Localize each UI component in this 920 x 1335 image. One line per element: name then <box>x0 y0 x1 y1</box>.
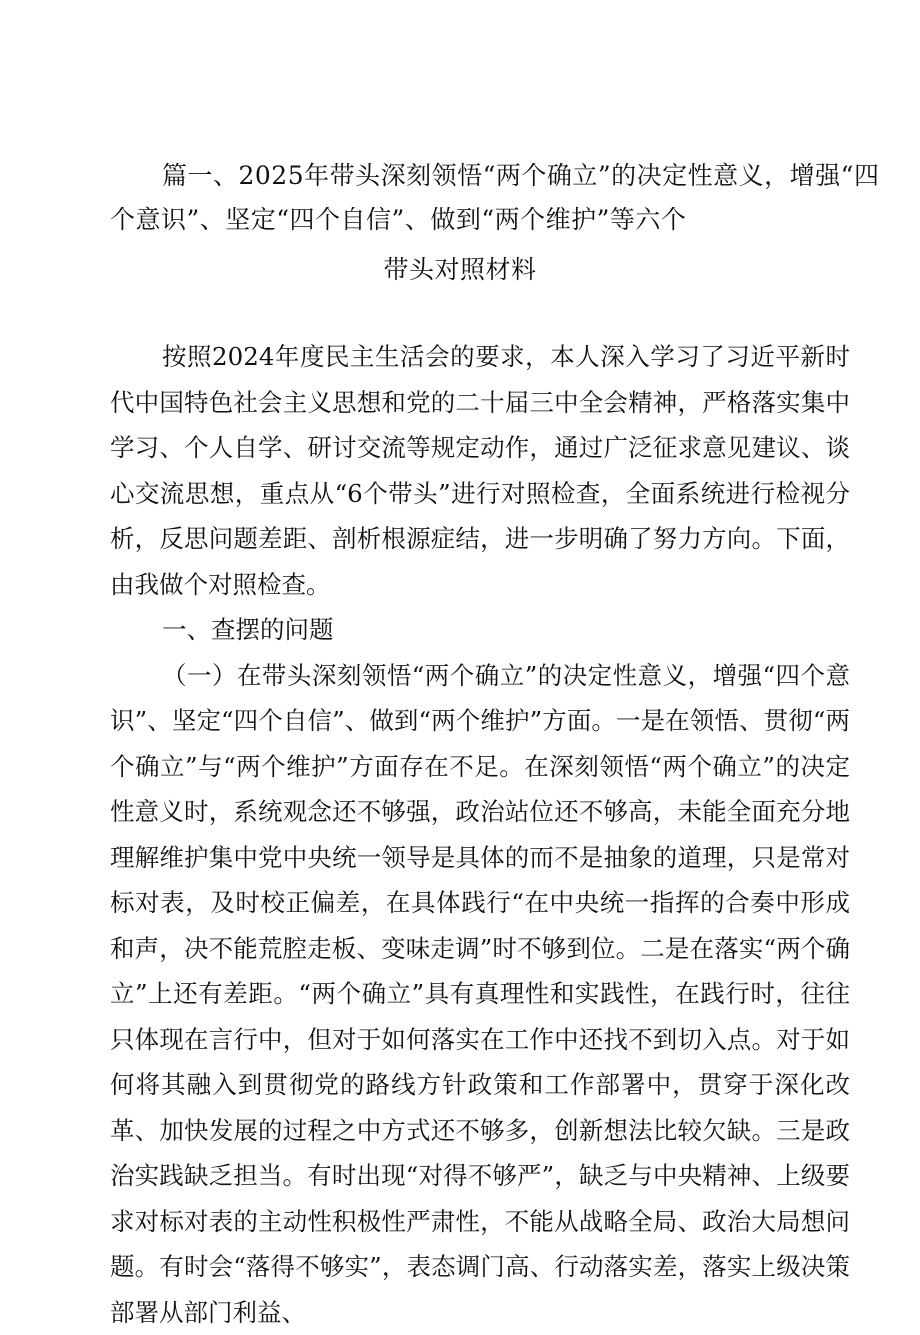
paragraph-section-1: （一）在带头深刻领悟“两个确立”的决定性意义，增强“四个意识”、坚定“四个自信”、做到“两个维护”方面。一是在领悟、贯彻“两个确立”与“两个维护”方面存在不足。在深刻领悟“两个确立”的决定性意义时，系统观念还不够强，政治站位还不够高，未能全面充分地理解维护集中党中央统一领导是具体的而不是抽象的道理，只是常对标对表，及时校正偏差，在具体践行“在中央统一指挥的合奏中形成和声，决不能荒腔走板、变味走调”时不够到位。二是在落实“两个确立”上还有差距。“两个确立”具有真理性和实践性，在践行时，往往只体现在言行中，但对于如何落实在工作中还找不到切入点。对于如何将其融入到贯彻党的路线方针政策和工作部署中，贯穿于深化改革、加快发展的过程之中方式还不够多，创新想法比较欠缺。三是政治实践缺乏担当。有时出现“对得不够严”，缺乏与中央精神、上级要求对标对表的主动性积极性严肃性，不能从战略全局、政治大局想问题。有时会“落得不够实”，表态调门高、行动落实差，落实上级决策部署从部门利益、 <box>110 653 850 1335</box>
document-body <box>110 334 850 1335</box>
title-line-1: 篇一、2025年带头深刻领悟“两个确立”的决定性意义，增强“四 <box>110 154 810 198</box>
paragraph-intro: 按照2024年度民主生活会的要求，本人深入学习了习近平新时代中国特色社会主义思想和党的二十届三中全会精神，严格落实集中学习、个人自学、研讨交流等规定动作，通过广泛征求意见建议、谈心交流思想，重点从“6个带头”进行对照检查，全面系统进行检视分析，反思问题差距、剖析根源症结，进一步明确了努力方向。下面，由我做个对照检查。 <box>110 334 850 607</box>
title-line-3: 带头对照材料 <box>110 248 810 292</box>
section-heading: 一、查摆的问题 <box>110 607 850 653</box>
document-title <box>110 154 810 292</box>
title-line-2: 个意识”、坚定“四个自信”、做到“两个维护”等六个 <box>110 198 810 242</box>
